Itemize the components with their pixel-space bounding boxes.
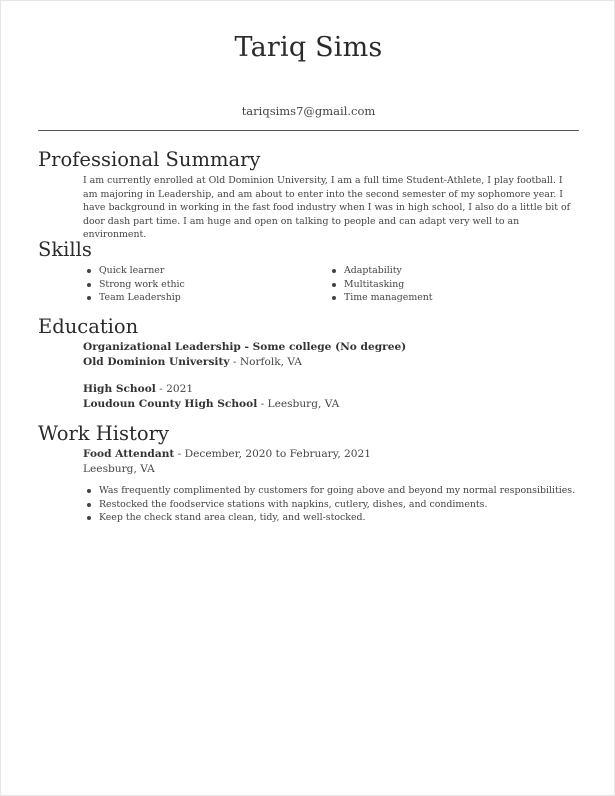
job-dates: - December, 2020 to February, 2021 bbox=[174, 448, 372, 460]
list-item: Time management bbox=[328, 291, 433, 305]
list-item: Quick learner bbox=[83, 264, 185, 278]
list-item: Adaptability bbox=[328, 264, 433, 278]
header-divider bbox=[38, 130, 579, 131]
summary-heading: Professional Summary bbox=[38, 148, 261, 171]
education-heading: Education bbox=[38, 315, 139, 338]
job-location: Leesburg, VA bbox=[83, 463, 155, 475]
school-location: - Leesburg, VA bbox=[257, 398, 340, 410]
list-item: Restocked the foodservice stations with napkins, cutlery, dishes, and condiments. bbox=[83, 498, 575, 512]
degree-detail: - Some college (No degree) bbox=[240, 341, 407, 353]
list-item: Was frequently complimented by customers for going above and beyond my normal responsibilities. bbox=[83, 484, 575, 498]
education-entry bbox=[83, 340, 406, 370]
degree-name: Organizational Leadership bbox=[83, 341, 241, 353]
school-location: - Norfolk, VA bbox=[229, 356, 302, 368]
job-title: Food Attendant bbox=[83, 448, 175, 460]
job-responsibilities bbox=[83, 484, 575, 525]
skills-heading: Skills bbox=[38, 238, 92, 261]
skills-list-right bbox=[328, 264, 433, 305]
list-item: Team Leadership bbox=[83, 291, 185, 305]
candidate-name: Tariq Sims bbox=[234, 32, 383, 63]
summary-text: I am currently enrolled at Old Dominion University, I am a full time Student-Athlete, I play football. I am majoring in Leadership, and am about to enter into the second semester of my sophomore year. I have background in working in the fast food industry when I was in high school, I also do a little bit of door dash part time. I am huge and open on talking to people and can adapt very well to an environment. bbox=[83, 175, 571, 240]
list-item: Strong work ethic bbox=[83, 278, 185, 292]
degree-detail: - 2021 bbox=[155, 383, 194, 395]
email-address: tariqsims7@gmail.com bbox=[241, 104, 376, 118]
list-item: Multitasking bbox=[328, 278, 433, 292]
school-name: Old Dominion University bbox=[83, 356, 230, 368]
work-entry bbox=[83, 447, 371, 477]
work-history-heading: Work History bbox=[38, 422, 169, 445]
degree-name: High School bbox=[83, 383, 156, 395]
list-item: Keep the check stand area clean, tidy, and well-stocked. bbox=[83, 511, 575, 525]
school-name: Loudoun County High School bbox=[83, 398, 258, 410]
skills-list-left bbox=[83, 264, 185, 305]
education-entry bbox=[83, 382, 339, 412]
